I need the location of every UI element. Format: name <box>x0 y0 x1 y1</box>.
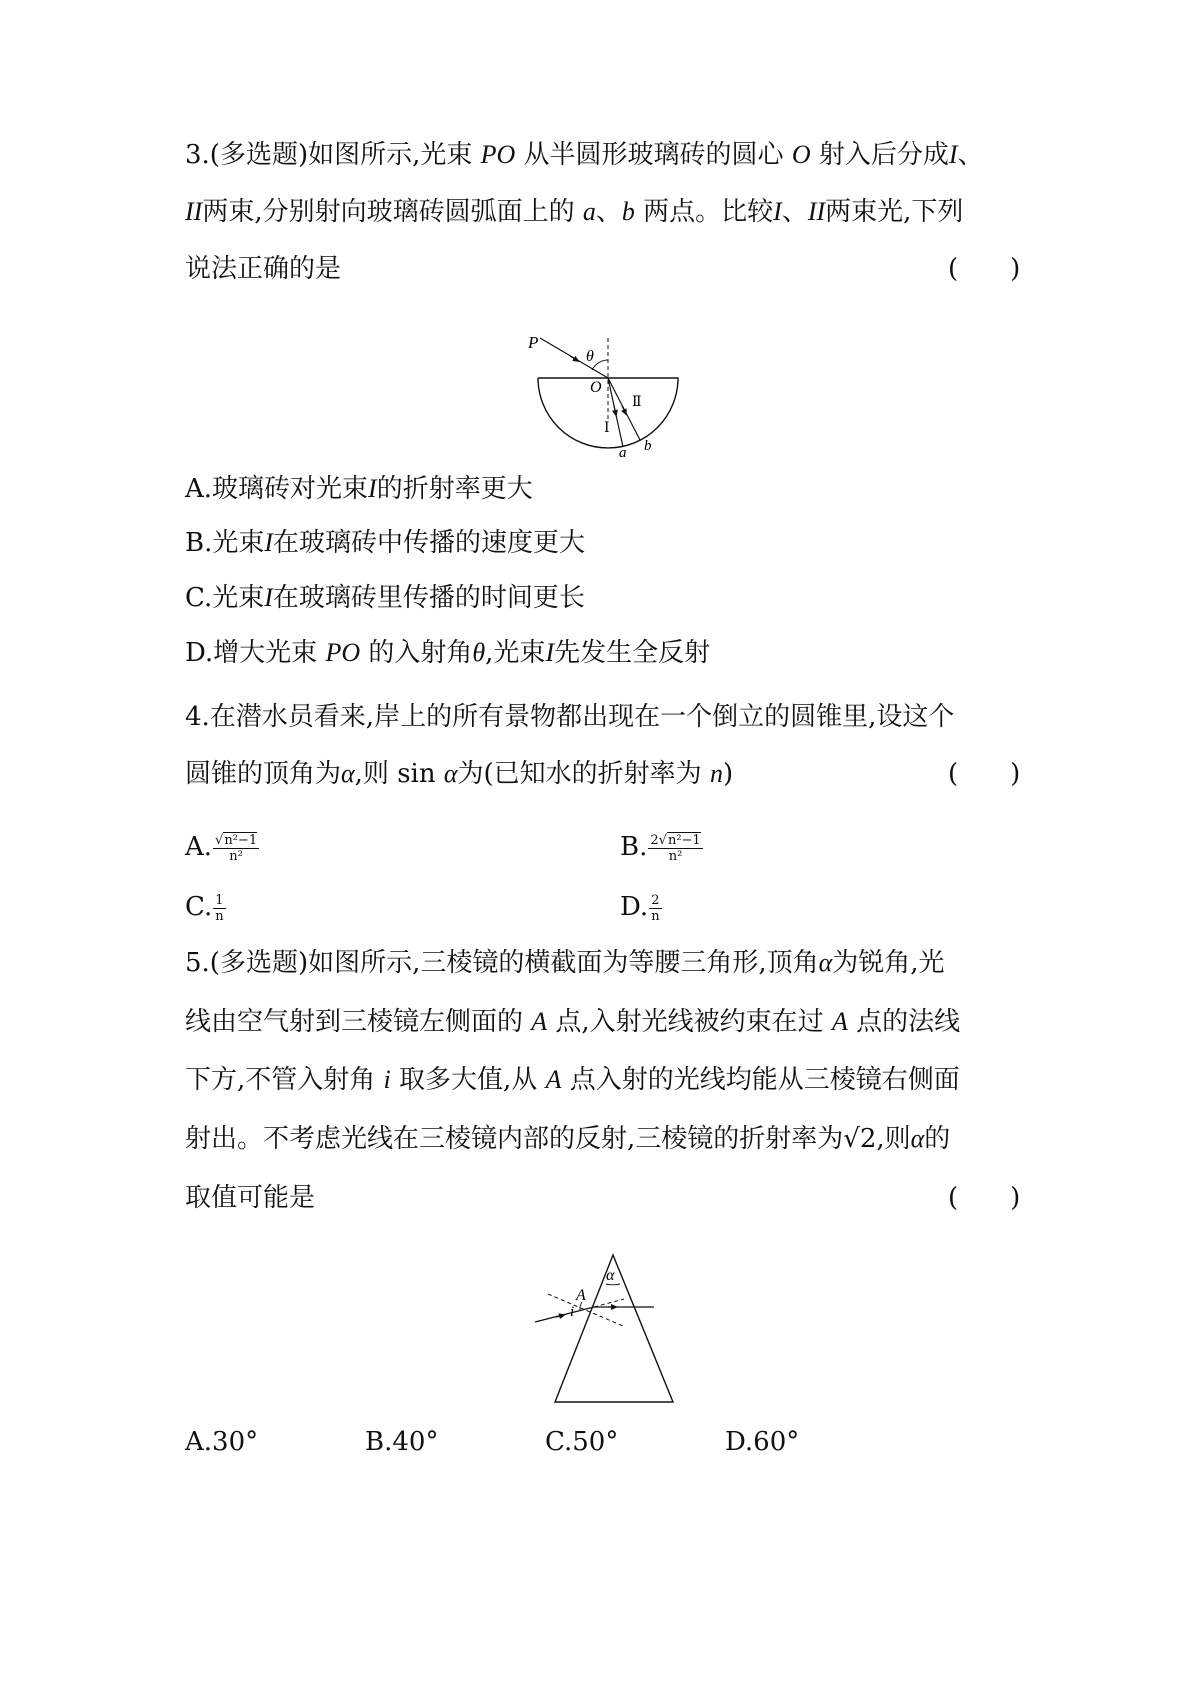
q3-text: 、 <box>595 197 622 227</box>
q3-text: 、 <box>781 197 808 227</box>
numerator: n²−1 <box>667 832 701 848</box>
option-text: B.光束 <box>185 528 265 558</box>
label-alpha: α <box>606 1267 615 1284</box>
var-i: I <box>264 528 274 557</box>
coefficient: 2 <box>650 832 659 848</box>
q5-line-3 <box>185 1063 960 1097</box>
option-text: 先发生全反射 <box>554 638 711 668</box>
theta-arc <box>592 360 608 370</box>
q3-option-d[interactable] <box>185 636 710 670</box>
var-o: O <box>791 140 811 169</box>
q3-text: 从半圆形玻璃砖的圆心 <box>515 140 792 170</box>
var-alpha: α <box>818 948 833 977</box>
label-p: P <box>528 333 539 352</box>
var-i: I <box>545 638 555 667</box>
q3-text: 、 <box>957 140 984 170</box>
var-i: I <box>264 583 273 612</box>
option-text: 在玻璃砖里传播的时间更长 <box>272 583 585 613</box>
var-point-a: A <box>531 1007 548 1036</box>
denominator: n² <box>668 848 683 864</box>
q4-option-a[interactable] <box>185 830 259 864</box>
var-ii: II <box>807 197 826 226</box>
var-ii: II <box>185 197 203 226</box>
q5-option-c[interactable]: C.50° <box>545 1427 619 1457</box>
fraction <box>213 893 225 924</box>
q4-line-1: 4.在潜水员看来,岸上的所有景物都出现在一个倒立的圆锥里,设这个 <box>185 702 955 732</box>
q3-text: 射入后分成 <box>810 140 949 170</box>
q3-line-1 <box>185 138 984 172</box>
q5-line-4 <box>185 1122 950 1156</box>
fraction: $\frac{\text{2√n²−1}}{\text{n²}}$ <box>650 832 701 864</box>
q4-text: 圆锥的顶角为 <box>185 759 342 789</box>
q5-text: 取多大值,从 <box>390 1065 546 1095</box>
q3-option-a[interactable] <box>185 472 533 506</box>
var-point-a: A <box>831 1007 848 1036</box>
q4-text: 为(已知水的折射率为 <box>457 759 710 789</box>
var-po: PO <box>325 638 361 667</box>
q5-text: 点,入射光线被约束在过 <box>547 1007 832 1037</box>
q5-line-2 <box>185 1005 960 1039</box>
label-point-a: A <box>576 1287 586 1304</box>
q5-option-a[interactable]: A.30° <box>185 1427 259 1457</box>
denominator: n² <box>229 848 243 864</box>
q4-text: ) <box>722 759 734 789</box>
option-label: D. <box>620 892 649 922</box>
q5-text: 线由空气射到三棱镜左侧面的 <box>185 1007 532 1037</box>
option-text: ,光束 <box>485 638 546 668</box>
var-theta: θ <box>472 638 486 667</box>
incident-arrow <box>570 356 578 361</box>
var-n: n <box>709 759 723 788</box>
q5-text: 下方,不管入射角 <box>185 1065 384 1095</box>
var-alpha: α <box>910 1124 925 1153</box>
var-po: PO <box>480 140 516 169</box>
incident-ray <box>535 1307 594 1322</box>
q5-line-1 <box>185 946 945 980</box>
q3-text: 3.(多选题)如图所示,光束 <box>185 140 481 170</box>
q3-figure-semicircle <box>520 330 700 458</box>
q5-text: 的 <box>924 1124 951 1154</box>
option-label: A. <box>185 832 213 862</box>
label-theta: θ <box>586 348 594 365</box>
q5-line-5: 取值可能是 <box>185 1183 316 1213</box>
q3-answer-paren: ( ) <box>948 254 1021 284</box>
q5-option-d[interactable]: D.60° <box>725 1427 800 1457</box>
option-label: B. <box>620 832 648 862</box>
var-b: b <box>621 197 635 226</box>
var-a: a <box>582 197 596 226</box>
q5-text: 点的法线 <box>847 1007 961 1037</box>
alpha-arc <box>606 1284 620 1285</box>
q5-text: 射出。不考虑光线在三棱镜内部的反射,三棱镜的折射率为 <box>185 1124 844 1154</box>
var-alpha: α <box>443 759 458 788</box>
q4-line-2 <box>185 757 733 791</box>
q3-text: 两束光,下列 <box>825 197 964 227</box>
numerator: 2 <box>649 893 661 909</box>
ray-II-arrow <box>622 406 626 414</box>
q3-text: 两点。比较 <box>634 197 774 227</box>
label-b: b <box>644 438 652 454</box>
var-i: i <box>383 1065 391 1094</box>
option-label: C. <box>185 892 213 922</box>
q3-option-c[interactable] <box>185 581 585 615</box>
var-i: I <box>773 197 782 226</box>
fraction: $\frac{\text{√n²−1}}{\text{n²}}$ <box>215 832 258 864</box>
ray-I-arrow <box>614 406 616 415</box>
option-text: 的入射角 <box>360 638 473 668</box>
q5-text: 为锐角,光 <box>832 948 945 978</box>
denominator: n <box>651 908 660 924</box>
incident-extension <box>594 1299 624 1307</box>
q5-text: 5.(多选题)如图所示,三棱镜的横截面为等腰三角形,顶角 <box>185 948 819 978</box>
q4-answer-paren: ( ) <box>948 759 1021 789</box>
numerator: n²−1 <box>224 832 258 848</box>
q5-answer-paren: ( ) <box>948 1183 1021 1213</box>
option-text: A.玻璃砖对光束 <box>185 474 369 504</box>
label-i: i <box>570 1304 575 1320</box>
fraction <box>649 893 661 924</box>
option-text: D.增大光束 <box>185 638 326 668</box>
label-ray-i: Ⅰ <box>604 421 610 436</box>
label-ray-ii: Ⅱ <box>632 395 642 410</box>
q5-text: 点入射的光线均能从三棱镜右侧面 <box>561 1065 960 1095</box>
q4-option-b[interactable] <box>620 830 703 864</box>
label-o: O <box>590 379 602 396</box>
q4-option-d[interactable] <box>620 890 662 924</box>
sqrt-2: √2 <box>843 1124 877 1154</box>
label-a: a <box>619 445 627 458</box>
q3-line-3: 说法正确的是 <box>185 254 342 284</box>
q5-figure-prism <box>520 1250 700 1410</box>
var-i: I <box>368 474 377 503</box>
q4-option-c[interactable] <box>185 890 226 924</box>
q3-line-2 <box>185 195 963 229</box>
option-text: 的折射率更大 <box>376 474 533 504</box>
q5-option-b[interactable]: B.40° <box>365 1427 439 1457</box>
q3-text: 两束,分别射向玻璃砖圆弧面上的 <box>202 197 583 227</box>
option-text: C.光束 <box>185 583 265 613</box>
numerator: 1 <box>213 893 225 909</box>
q5-text: ,则 <box>876 1124 911 1154</box>
var-point-a: A <box>545 1065 562 1094</box>
denominator: n <box>215 908 224 924</box>
var-alpha: α <box>341 759 355 788</box>
q3-option-b[interactable] <box>185 526 585 560</box>
q4-text: ,则 sin <box>354 759 444 789</box>
var-i: I <box>948 140 958 169</box>
option-text: 在玻璃砖中传播的速度更大 <box>273 528 586 558</box>
